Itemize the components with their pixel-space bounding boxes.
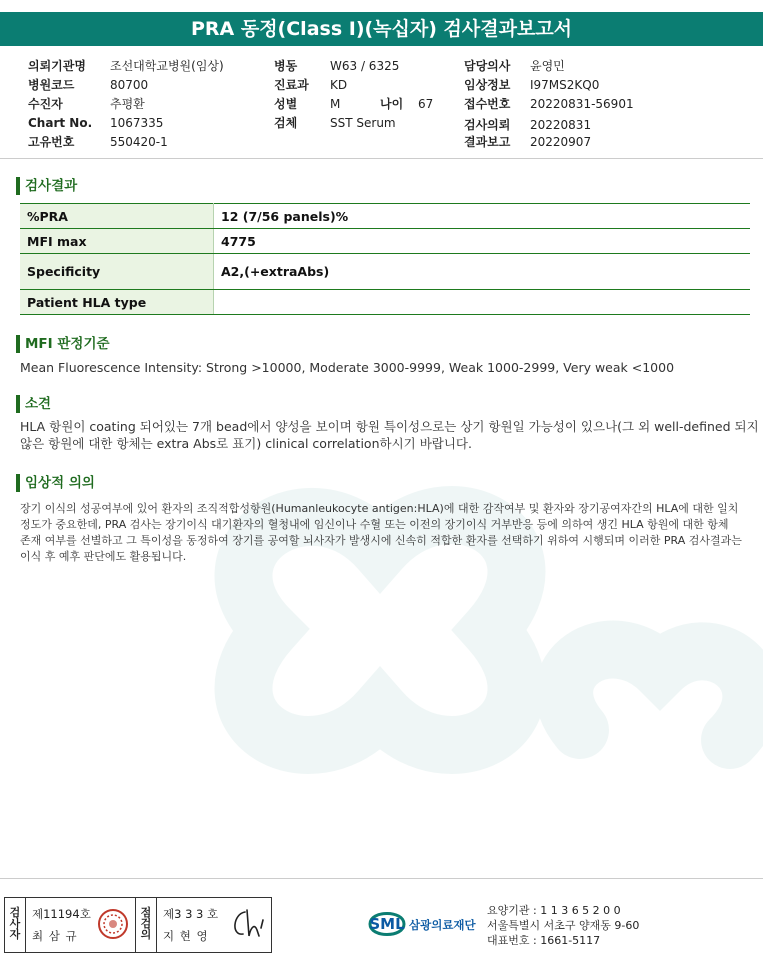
results-section-title: 검사결과 xyxy=(16,177,77,195)
table-row xyxy=(20,229,750,254)
clinical-line: 정도가 중요한데, PRA 검사는 장기이식 대기환자의 혈청내에 임신이나 수혈 또는 이전의 장기이식 거부반응 등에 의하여 생긴 HLA 항원에 대한 항체 xyxy=(20,518,729,531)
clinical-section-title: 임상적 의의 xyxy=(16,474,95,492)
checker-name: 지 현 영 xyxy=(163,929,209,943)
lab-info xyxy=(487,903,639,948)
table-row xyxy=(20,204,750,229)
checker-label-text: 점검의 xyxy=(140,906,152,941)
info-institution: 의뢰기관명 조선대학교병원(임상) xyxy=(28,59,224,73)
seal-stamp-icon xyxy=(97,908,129,940)
org-name: 삼광의료재단 xyxy=(409,918,476,932)
lab-address: 서울특별시 서초구 양재동 9-60 xyxy=(487,919,640,932)
result-label: MFI max xyxy=(20,229,214,254)
opinion-line: 않은 항원에 대한 항체는 extra Abs로 표기) clinical correlation하시기 바랍니다. xyxy=(20,436,472,451)
tester-label-text: 검사자 xyxy=(9,906,21,941)
checker-label xyxy=(138,907,154,940)
info-ward: 병동 W63 / 6325 xyxy=(274,59,400,73)
result-label: Specificity xyxy=(20,254,214,290)
info-request-date: 검사의뢰 20220831 xyxy=(464,118,592,132)
mfi-section-title: MFI 판정기준 xyxy=(16,335,110,353)
info-dept: 진료과 KD xyxy=(274,78,348,92)
results-table xyxy=(20,203,750,315)
sml-logo-text: SML xyxy=(369,915,405,933)
opinion-section-title: 소견 xyxy=(16,395,51,413)
info-sex: 성별 M xyxy=(274,97,341,111)
checker-license-no: 제3 3 3 호 xyxy=(163,907,219,921)
info-age: 나이 67 xyxy=(380,97,434,111)
mfi-criteria-text: Mean Fluorescence Intensity: Strong >10000, Moderate 3000-9999, Weak 1000-2999, Very weak <1000 xyxy=(20,360,675,375)
footer-divider xyxy=(0,878,763,879)
signature-icon xyxy=(227,906,267,944)
tester-license-no: 제11194호 xyxy=(32,907,91,921)
result-value: 12 (7/56 panels)% xyxy=(214,204,751,229)
clinical-line: 존재 여부를 선별하고 그 특이성을 동정하여 장기를 공여할 뇌사자가 발생시에 신속히 적합한 환자를 선택하기 위하여 시행되며 이러한 PRA 검사결과는 xyxy=(20,534,742,547)
signature-box xyxy=(4,897,272,953)
info-hospital-code: 병원코드 80700 xyxy=(28,78,149,92)
info-patient: 수진자 추평환 xyxy=(28,97,145,111)
sml-logo-icon xyxy=(366,904,408,944)
lab-phone: 대표번호 : 1661-5117 xyxy=(487,934,601,947)
tester-name: 최 삼 규 xyxy=(32,929,78,943)
info-unique-no: 고유번호 550420-1 xyxy=(28,135,168,149)
info-clinical: 임상정보 I97MS2KQ0 xyxy=(464,78,600,92)
info-chart-no: Chart No. 1067335 xyxy=(28,116,164,130)
watermark-logo xyxy=(150,430,763,890)
result-label: %PRA xyxy=(20,204,214,229)
info-receipt-no: 접수번호 20220831-56901 xyxy=(464,97,634,111)
info-report-date: 결과보고 20220907 xyxy=(464,135,592,149)
opinion-line: HLA 항원이 coating 되어있는 7개 bead에서 양성을 보이며 항원 특이성으로는 상기 항원일 가능성이 있으나(그 외 well-defined 되지 xyxy=(20,419,759,434)
result-value: 4775 xyxy=(214,229,751,254)
result-label: Patient HLA type xyxy=(20,290,214,315)
clinical-line: 이식 후 예후 판단에도 활용됩니다. xyxy=(20,550,187,563)
care-institution-no: 요양기관 : 1 1 3 6 5 2 0 0 xyxy=(487,904,621,917)
info-doctor: 담당의사 윤영민 xyxy=(464,59,565,73)
clinical-line: 장기 이식의 성공여부에 있어 환자의 조직적합성항원(Humanleukocyte antigen:HLA)에 대한 감작여부 및 환자와 장기공여자간의 HLA에 대한 일치 xyxy=(20,502,739,515)
table-row xyxy=(20,254,750,290)
result-value: A2,(+extraAbs) xyxy=(214,254,751,290)
tester-label xyxy=(7,907,23,940)
report-title: PRA 동정(Class I)(녹십자) 검사결과보고서 xyxy=(0,12,763,46)
result-value xyxy=(214,290,751,315)
table-row xyxy=(20,290,750,315)
header-divider xyxy=(0,158,763,159)
info-specimen: 검체 SST Serum xyxy=(274,116,396,130)
